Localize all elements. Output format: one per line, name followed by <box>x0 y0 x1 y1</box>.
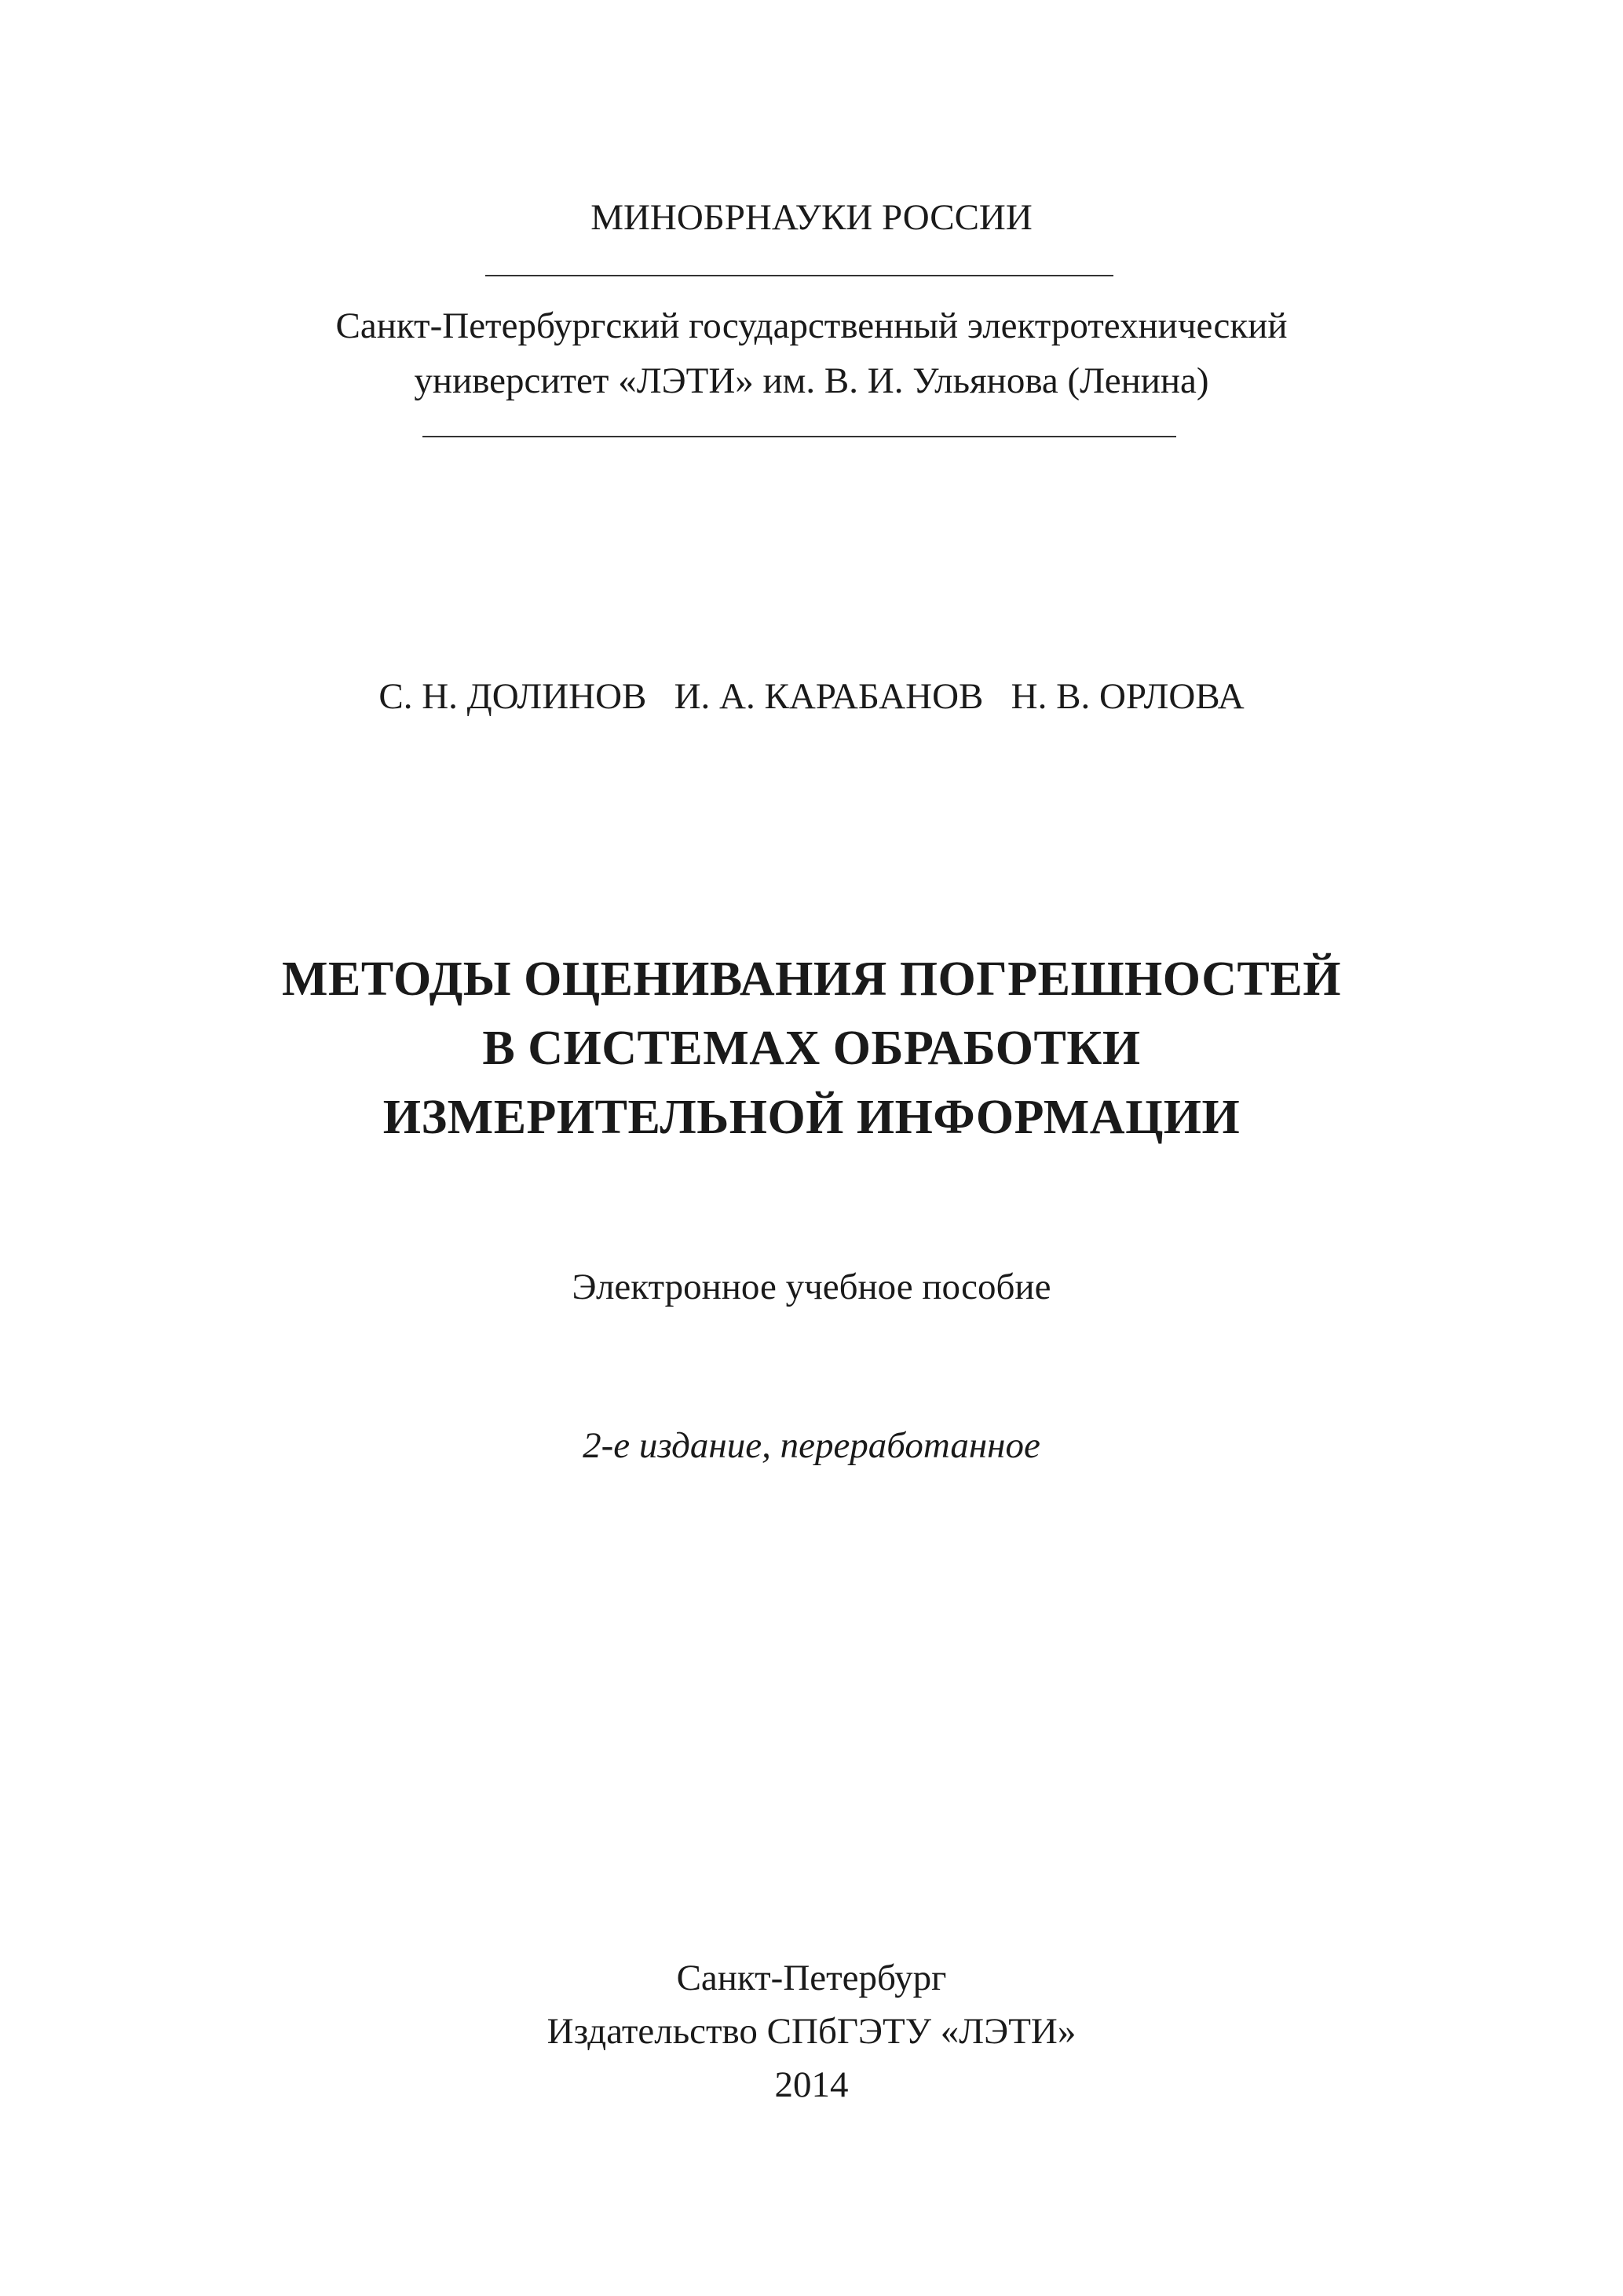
header-divider-2 <box>422 436 1176 437</box>
university-name-line-1: Санкт-Петербургский государственный электротехнический <box>335 305 1288 346</box>
imprint-city: Санкт-Петербург <box>676 1958 947 1998</box>
publication-type: Электронное учебное пособие <box>572 1267 1051 1307</box>
imprint-year: 2014 <box>774 2064 849 2105</box>
header-divider-1 <box>485 275 1113 276</box>
authors: С. Н. ДОЛИНОВ И. А. КАРАБАНОВ Н. В. ОРЛОВА <box>378 676 1245 717</box>
imprint-publisher: Издательство СПбГЭТУ «ЛЭТИ» <box>546 2011 1077 2052</box>
university-name-line-2: университет «ЛЭТИ» им. В. И. Ульянова (Ленина) <box>414 360 1209 401</box>
ministry-header: МИНОБРНАУКИ РОССИИ <box>590 197 1033 238</box>
book-title-line-3: ИЗМЕРИТЕЛЬНОЙ ИНФОРМАЦИИ <box>382 1091 1241 1144</box>
book-title-line-2: В СИСТЕМАХ ОБРАБОТКИ <box>482 1022 1141 1075</box>
edition-note: 2-е издание, переработанное <box>583 1425 1040 1466</box>
book-title-line-1: МЕТОДЫ ОЦЕНИВАНИЯ ПОГРЕШНОСТЕЙ <box>282 952 1341 1006</box>
